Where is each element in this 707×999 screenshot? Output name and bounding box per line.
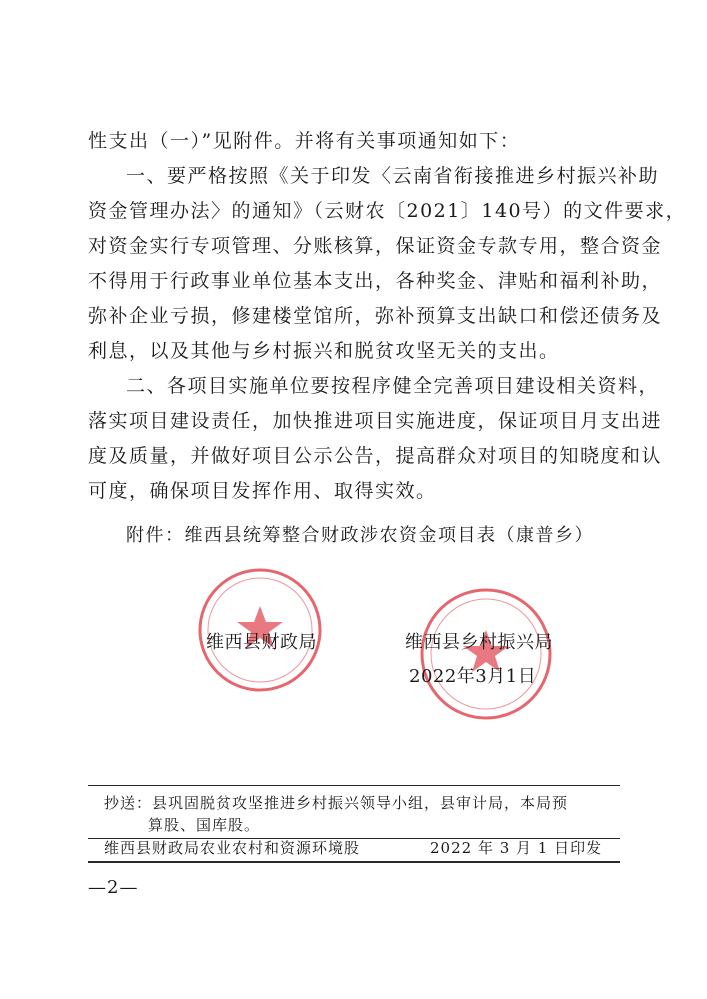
- footer-cc-line1: 县巩固脱贫攻坚推进乡村振兴领导小组，县审计局，本局预: [152, 794, 569, 812]
- body-line-6: 弥补企业亏损，修建楼堂馆所，弥补预算支出缺口和偿还债务及: [88, 305, 663, 327]
- body-line-9: 落实项目建设责任，加快推进项目实施进度，保证项目月支出进: [88, 410, 663, 432]
- body-line-2: 一、要严格按照《关于印发〈云南省衔接推进乡村振兴补助: [126, 165, 660, 187]
- footer-cc-label: 抄送：: [104, 794, 153, 812]
- body-line-1: 性支出（一）”见附件。并将有关事项通知如下：: [88, 130, 521, 152]
- body-line-5: 不得用于行政事业单位基本支出，各种奖金、津贴和福利补助，: [88, 270, 663, 292]
- footer-cc-line2: 算股、国库股。: [148, 816, 261, 834]
- footer-issue-date: 2022 年 3 月 1 日印发: [430, 839, 603, 857]
- signature-right-org: 维西县乡村振兴局: [405, 632, 553, 653]
- signature-left-org: 维西县财政局: [206, 632, 317, 653]
- footer-divider-top: [88, 785, 620, 786]
- body-line-7: 利息，以及其他与乡村振兴和脱贫攻坚无关的支出。: [88, 340, 560, 362]
- footer-issuer: 维西县财政局农业农村和资源环境股: [104, 839, 361, 857]
- seal-right-icon: [418, 586, 554, 722]
- signature-date: 2022年3月1日: [409, 666, 537, 687]
- body-line-4: 对资金实行专项管理、分账核算，保证资金专款专用，整合资金: [88, 235, 663, 257]
- body-line-11: 可度，确保项目发挥作用、取得实效。: [88, 480, 437, 502]
- footer-divider-bottom: [88, 861, 620, 863]
- attachment-line: 附件：维西县统筹整合财政涉农资金项目表（康普乡）: [126, 525, 594, 546]
- body-line-8: 二、各项目实施单位要按程序健全完善项目建设相关资料，: [126, 375, 660, 397]
- footer-cc: [104, 792, 568, 814]
- body-line-3: 资金管理办法〉的通知》（云财农〔2021〕140号）的文件要求，: [88, 200, 687, 222]
- page-number: —2—: [88, 877, 139, 898]
- body-line-10: 度及质量，并做好项目公示公告，提高群众对项目的知晓度和认: [88, 445, 663, 467]
